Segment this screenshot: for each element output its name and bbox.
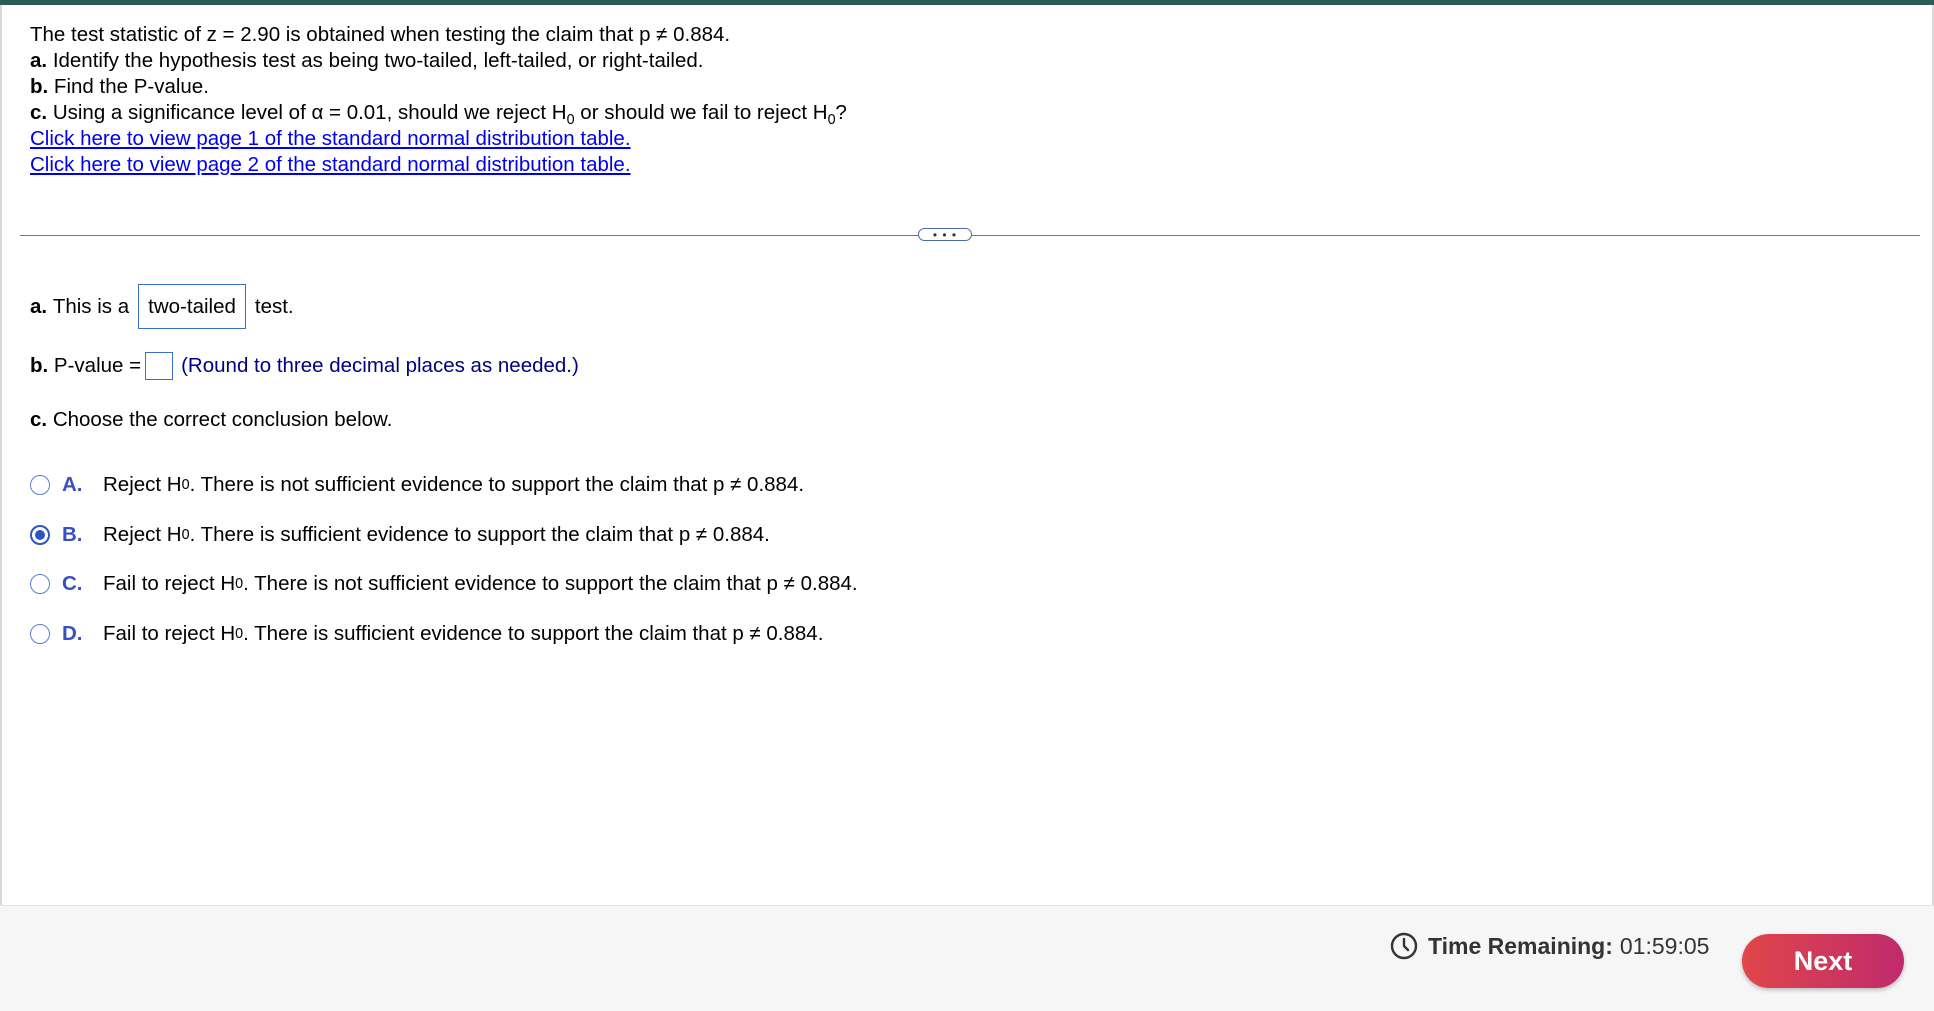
- option-text-pre: Reject H: [103, 473, 182, 496]
- radio-dot-icon: [35, 530, 45, 540]
- answer-part-a: [30, 284, 294, 329]
- radio-button[interactable]: [30, 574, 50, 594]
- time-remaining: [1390, 932, 1709, 960]
- top-bar: [0, 0, 1934, 5]
- answer-part-a-text-before: This is a: [52, 294, 130, 318]
- option-text-post: . There is sufficient evidence to support the claim that p ≠ 0.884.: [243, 621, 824, 645]
- clock-icon: [1390, 932, 1418, 960]
- option-text-post: . There is not sufficient evidence to support the claim that p ≠ 0.884.: [189, 473, 805, 496]
- radio-button[interactable]: [30, 475, 50, 495]
- radio-button-selected[interactable]: [30, 525, 50, 545]
- question-part-c-text-3: ?: [835, 101, 847, 124]
- answer-part-b: [30, 352, 579, 380]
- question-part-a-text: Identify the hypothesis test as being two-tailed, left-tailed, or right-tailed.: [52, 49, 704, 72]
- option-text-pre: Fail to reject H: [103, 572, 236, 595]
- tail-type-dropdown[interactable]: two-tailed: [138, 284, 246, 329]
- question-part-c-text-2: or should we fail to reject H: [574, 101, 828, 124]
- question-part-a-prefix: a.: [30, 49, 48, 72]
- expand-more-button[interactable]: • • •: [918, 228, 972, 241]
- question-part-a: [30, 48, 847, 74]
- rounding-hint: (Round to three decimal places as needed.): [181, 354, 579, 377]
- question-part-b-prefix: b.: [30, 75, 49, 98]
- answer-part-a-prefix: a.: [30, 294, 48, 318]
- option-letter: D.: [62, 621, 83, 645]
- question-part-b-text: Find the P-value.: [53, 75, 209, 98]
- next-button[interactable]: Next: [1742, 934, 1904, 988]
- option-letter: B.: [62, 522, 83, 546]
- timer-label: Time Remaining:: [1428, 932, 1613, 959]
- option-letter: A.: [62, 473, 83, 496]
- normal-table-page-1-link[interactable]: Click here to view page 1 of the standard normal distribution table.: [30, 127, 631, 150]
- option-text-post: . There is not sufficient evidence to support the claim that p ≠ 0.884.: [243, 572, 858, 595]
- conclusion-options: [30, 470, 858, 668]
- question-statement: The test statistic of z = 2.90 is obtained when testing the claim that p ≠ 0.884.: [30, 23, 731, 46]
- option-text-pre: Reject H: [103, 522, 182, 546]
- p-value-input[interactable]: [145, 352, 173, 380]
- option-a[interactable]: A. Reject H 0 . There is not sufficient evidence to support the claim that p ≠ 0.884.: [30, 470, 858, 500]
- question-part-c-text-1: Using a significance level of α = 0.01, should we reject H: [52, 101, 567, 124]
- question-part-c: [30, 100, 847, 126]
- timer-value: 01:59:05: [1619, 932, 1710, 959]
- p-value-label: P-value =: [53, 354, 142, 377]
- question-part-c-prefix: c.: [30, 101, 48, 124]
- radio-button[interactable]: [30, 624, 50, 644]
- option-c[interactable]: C. Fail to reject H 0 . There is not sufficient evidence to support the claim that p ≠ 0.884.: [30, 569, 858, 599]
- option-text-post: . There is sufficient evidence to support the claim that p ≠ 0.884.: [189, 522, 770, 546]
- option-text-pre: Fail to reject H: [103, 621, 236, 645]
- normal-table-page-2-link[interactable]: Click here to view page 2 of the standard normal distribution table.: [30, 153, 631, 176]
- option-letter: C.: [62, 572, 83, 595]
- subscript-zero: 0: [566, 112, 575, 128]
- left-border: [0, 5, 2, 905]
- table-links: [30, 126, 847, 178]
- question-part-b: [30, 74, 847, 100]
- answer-part-c-prefix: c.: [30, 408, 48, 431]
- answer-part-c: [30, 408, 392, 432]
- question-block: [30, 22, 847, 178]
- answer-part-c-text: Choose the correct conclusion below.: [52, 408, 393, 431]
- answer-part-b-prefix: b.: [30, 354, 49, 377]
- answer-part-a-text-after: test.: [254, 294, 294, 318]
- option-b[interactable]: B. Reject H 0 . There is sufficient evidence to support the claim that p ≠ 0.884.: [30, 520, 858, 550]
- option-d[interactable]: D. Fail to reject H 0 . There is sufficient evidence to support the claim that p ≠ 0.884.: [30, 619, 858, 649]
- subscript-zero: 0: [827, 112, 836, 128]
